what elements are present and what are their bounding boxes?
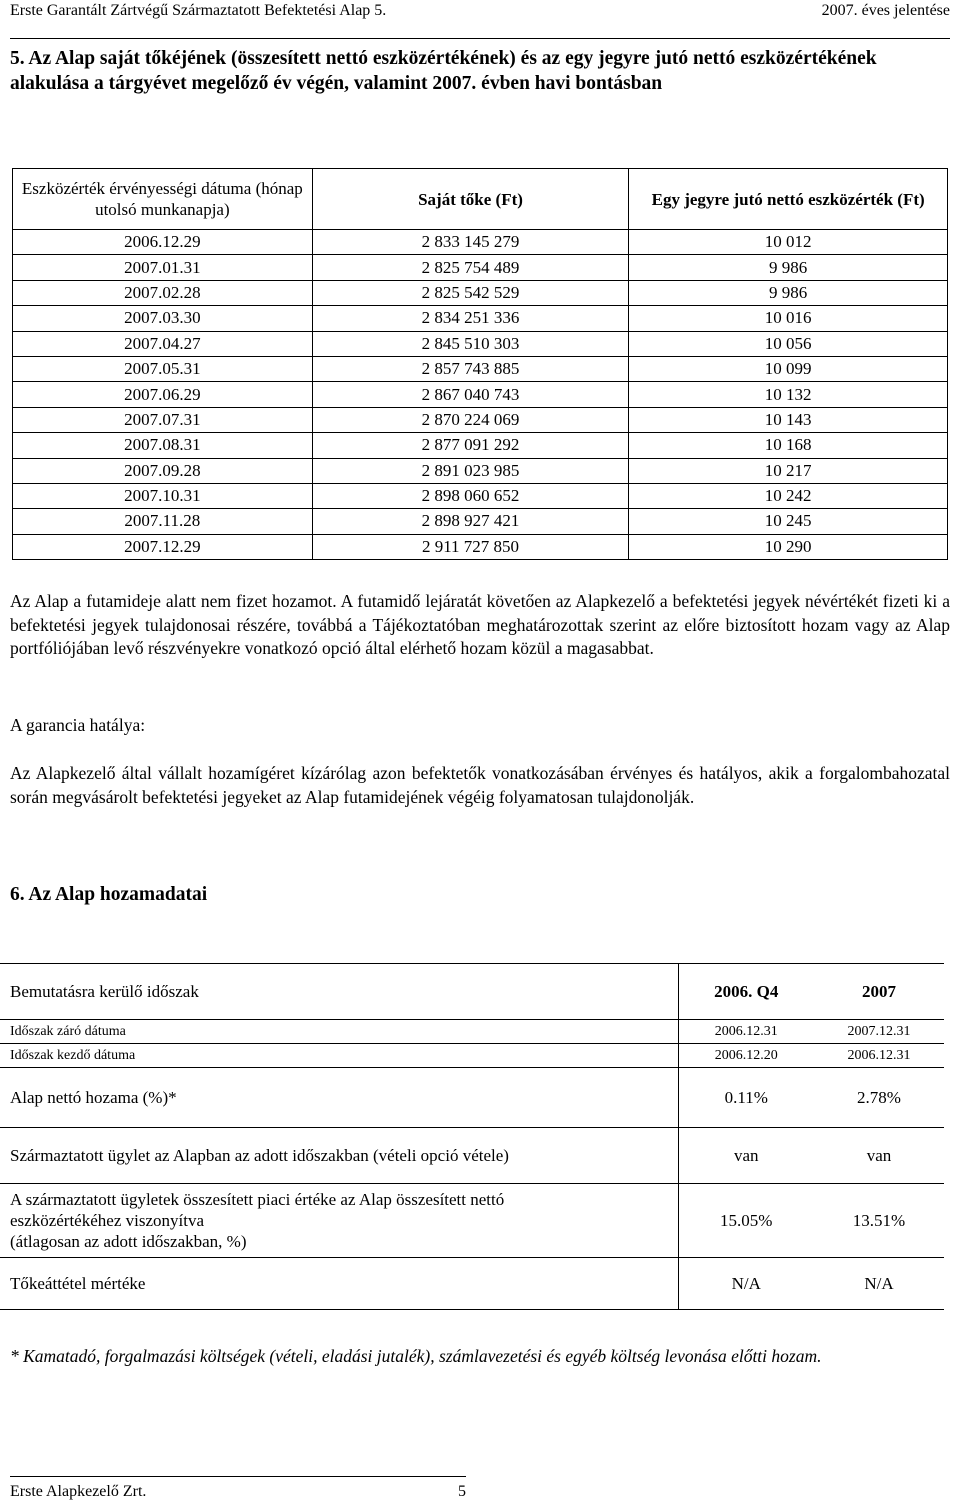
table-row	[13, 407, 948, 432]
net-return-2007: 2.78%	[814, 1068, 944, 1128]
column-header-equity: Saját tőke (Ft)	[312, 169, 629, 230]
market-value-q4: 15.05%	[678, 1184, 814, 1258]
date-cell: 2007.07.31	[13, 407, 313, 432]
date-cell: 2007.10.31	[13, 483, 313, 508]
date-cell: 2007.11.28	[13, 509, 313, 534]
table-row	[13, 306, 948, 331]
table-row	[13, 331, 948, 356]
nav-per-unit-cell: 10 245	[629, 509, 948, 534]
end-date-q4: 2006.12.31	[678, 1020, 814, 1044]
nav-per-unit-cell: 10 168	[629, 433, 948, 458]
period-2007: 2007	[814, 964, 944, 1020]
nav-per-unit-cell: 10 056	[629, 331, 948, 356]
leverage-label: Tőkeáttétel mértéke	[0, 1258, 678, 1310]
date-cell: 2007.09.28	[13, 458, 313, 483]
equity-cell: 2 867 040 743	[312, 382, 629, 407]
derivative-2007: van	[814, 1128, 944, 1184]
nav-per-unit-cell: 9 986	[629, 280, 948, 305]
equity-cell: 2 891 023 985	[312, 458, 629, 483]
footnote: * Kamatadó, forgalmazási költségek (vételi, eladási jutalék), számlavezetési és egyéb költség levonása előtti hozam.	[10, 1346, 822, 1366]
date-cell: 2007.12.29	[13, 534, 313, 559]
date-cell: 2007.01.31	[13, 255, 313, 280]
date-cell: 2007.02.28	[13, 280, 313, 305]
date-cell: 2006.12.29	[13, 230, 313, 255]
start-date-q4: 2006.12.20	[678, 1044, 814, 1068]
date-cell: 2007.06.29	[13, 382, 313, 407]
market-value-row	[0, 1184, 944, 1258]
nav-per-unit-cell: 9 986	[629, 255, 948, 280]
page-footer	[10, 1476, 466, 1500]
footer-company: Erste Alapkezelő Zrt.	[10, 1483, 147, 1500]
nav-per-unit-cell: 10 099	[629, 356, 948, 381]
nav-per-unit-cell: 10 217	[629, 458, 948, 483]
leverage-2007: N/A	[814, 1258, 944, 1310]
section-5-title: 5. Az Alap saját tőkéjének (összesített nettó eszközértékének) és az egy jegyre jutó nettó eszközértékének alakulása a tárgyévet megelőző év végén, valamint 2007. évben havi bontásban	[10, 48, 877, 94]
derivative-label: Származtatott ügylet az Alapban az adott időszakban (vételi opció vétele)	[0, 1128, 678, 1184]
equity-cell: 2 870 224 069	[312, 407, 629, 432]
end-date-row	[0, 1020, 944, 1044]
nav-per-unit-cell: 10 132	[629, 382, 948, 407]
guarantee-heading: A garancia hatálya:	[10, 715, 146, 735]
derivative-row	[0, 1128, 944, 1184]
table-header-row	[13, 169, 948, 230]
table-row	[13, 280, 948, 305]
net-return-label: Alap nettó hozama (%)*	[0, 1068, 678, 1128]
guarantee-paragraph: Az Alapkezelő által vállalt hozamígéret kízárólag azon befektetők vonatkozásában érvényes és hatályos, akik a forgalombahozatal során megvásárolt befektetési jegyeket az Alap futamidejének végéig folyamatosan tulajdonolják.	[10, 763, 950, 807]
derivative-q4: van	[678, 1128, 814, 1184]
equity-cell: 2 857 743 885	[312, 356, 629, 381]
period-q4: 2006. Q4	[678, 964, 814, 1020]
table-row	[13, 255, 948, 280]
equity-cell: 2 898 060 652	[312, 483, 629, 508]
equity-cell: 2 877 091 292	[312, 433, 629, 458]
net-return-q4: 0.11%	[678, 1068, 814, 1128]
end-date-2007: 2007.12.31	[814, 1020, 944, 1044]
end-date-label: Időszak záró dátuma	[0, 1020, 678, 1044]
equity-cell: 2 833 145 279	[312, 230, 629, 255]
table-row	[13, 483, 948, 508]
column-header-date: Eszközérték érvényességi dátuma (hónap utolsó munkanapja)	[13, 169, 313, 230]
nav-per-unit-cell: 10 242	[629, 483, 948, 508]
market-value-label-line-3: (átlagosan az adott időszakban, %)	[10, 1232, 247, 1251]
nav-per-unit-cell: 10 290	[629, 534, 948, 559]
date-cell: 2007.04.27	[13, 331, 313, 356]
equity-cell: 2 911 727 850	[312, 534, 629, 559]
nav-per-unit-cell: 10 143	[629, 407, 948, 432]
nav-per-unit-cell: 10 012	[629, 230, 948, 255]
period-label: Bemutatásra kerülő időszak	[0, 964, 678, 1020]
header-report-title: 2007. éves jelentése	[821, 2, 950, 19]
date-cell: 2007.05.31	[13, 356, 313, 381]
payout-paragraph: Az Alap a futamideje alatt nem fizet hozamot. A futamidő lejáratát követően az Alapkezelő a befektetési jegyek névértékét fizeti ki a befektetési jegyek tulajdonosai részére, továbbá a Tájékoztatóban meghatározottak szerint az előre biztosított hozam vagy az Alap portfóliójában levő részvényekre vonatkozó opció által elérhető hozam közül a magasabbat.	[10, 591, 950, 658]
header-fund-name: Erste Garantált Zártvégű Származtatott Befektetési Alap 5.	[10, 2, 387, 19]
start-date-row	[0, 1044, 944, 1068]
equity-cell: 2 825 754 489	[312, 255, 629, 280]
section-6-title: 6. Az Alap hozamadatai	[10, 884, 208, 905]
table-row	[13, 509, 948, 534]
column-header-nav-per-unit: Egy jegyre jutó nettó eszközérték (Ft)	[629, 169, 948, 230]
leverage-row	[0, 1258, 944, 1310]
nav-per-unit-cell: 10 016	[629, 306, 948, 331]
table-row	[13, 230, 948, 255]
market-value-label	[0, 1184, 678, 1258]
page-number: 5	[458, 1483, 466, 1500]
page-header	[10, 0, 950, 39]
market-value-2007: 13.51%	[814, 1184, 944, 1258]
leverage-q4: N/A	[678, 1258, 814, 1310]
table-body	[13, 230, 948, 560]
period-row	[0, 964, 944, 1020]
table-row	[13, 433, 948, 458]
equity-cell: 2 825 542 529	[312, 280, 629, 305]
table-row	[13, 458, 948, 483]
returns-table	[0, 963, 944, 1310]
market-value-label-line-2: eszközértékéhez viszonyítva	[10, 1211, 204, 1230]
equity-cell: 2 898 927 421	[312, 509, 629, 534]
market-value-label-line-1: A származtatott ügyletek összesített piaci értéke az Alap összesített nettó	[10, 1190, 505, 1209]
start-date-2007: 2006.12.31	[814, 1044, 944, 1068]
equity-cell: 2 845 510 303	[312, 331, 629, 356]
table-row	[13, 382, 948, 407]
table-row	[13, 534, 948, 559]
table-row	[13, 356, 948, 381]
date-cell: 2007.03.30	[13, 306, 313, 331]
date-cell: 2007.08.31	[13, 433, 313, 458]
net-return-row	[0, 1068, 944, 1128]
net-asset-value-table	[12, 168, 948, 560]
start-date-label: Időszak kezdő dátuma	[0, 1044, 678, 1068]
equity-cell: 2 834 251 336	[312, 306, 629, 331]
